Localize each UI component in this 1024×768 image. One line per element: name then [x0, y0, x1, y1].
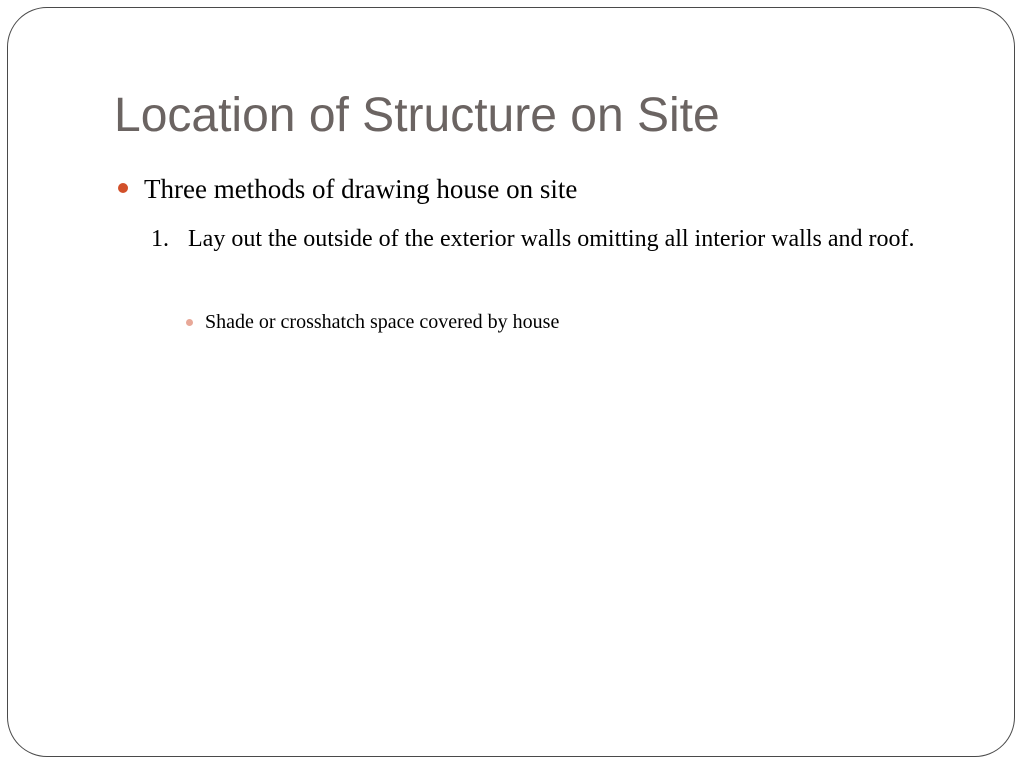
sub-bullet-dot-icon	[186, 319, 193, 326]
bullet-dot-icon	[118, 183, 128, 193]
sub-bullet-text: Shade or crosshatch space covered by house	[205, 311, 560, 333]
item-number: 1.	[151, 226, 169, 252]
numbered-item-text: Lay out the outside of the exterior walls omitting all interior walls and roof.	[188, 226, 915, 252]
bullet-text: Three methods of drawing house on site	[144, 174, 578, 204]
slide-title: Location of Structure on Site	[114, 89, 720, 142]
